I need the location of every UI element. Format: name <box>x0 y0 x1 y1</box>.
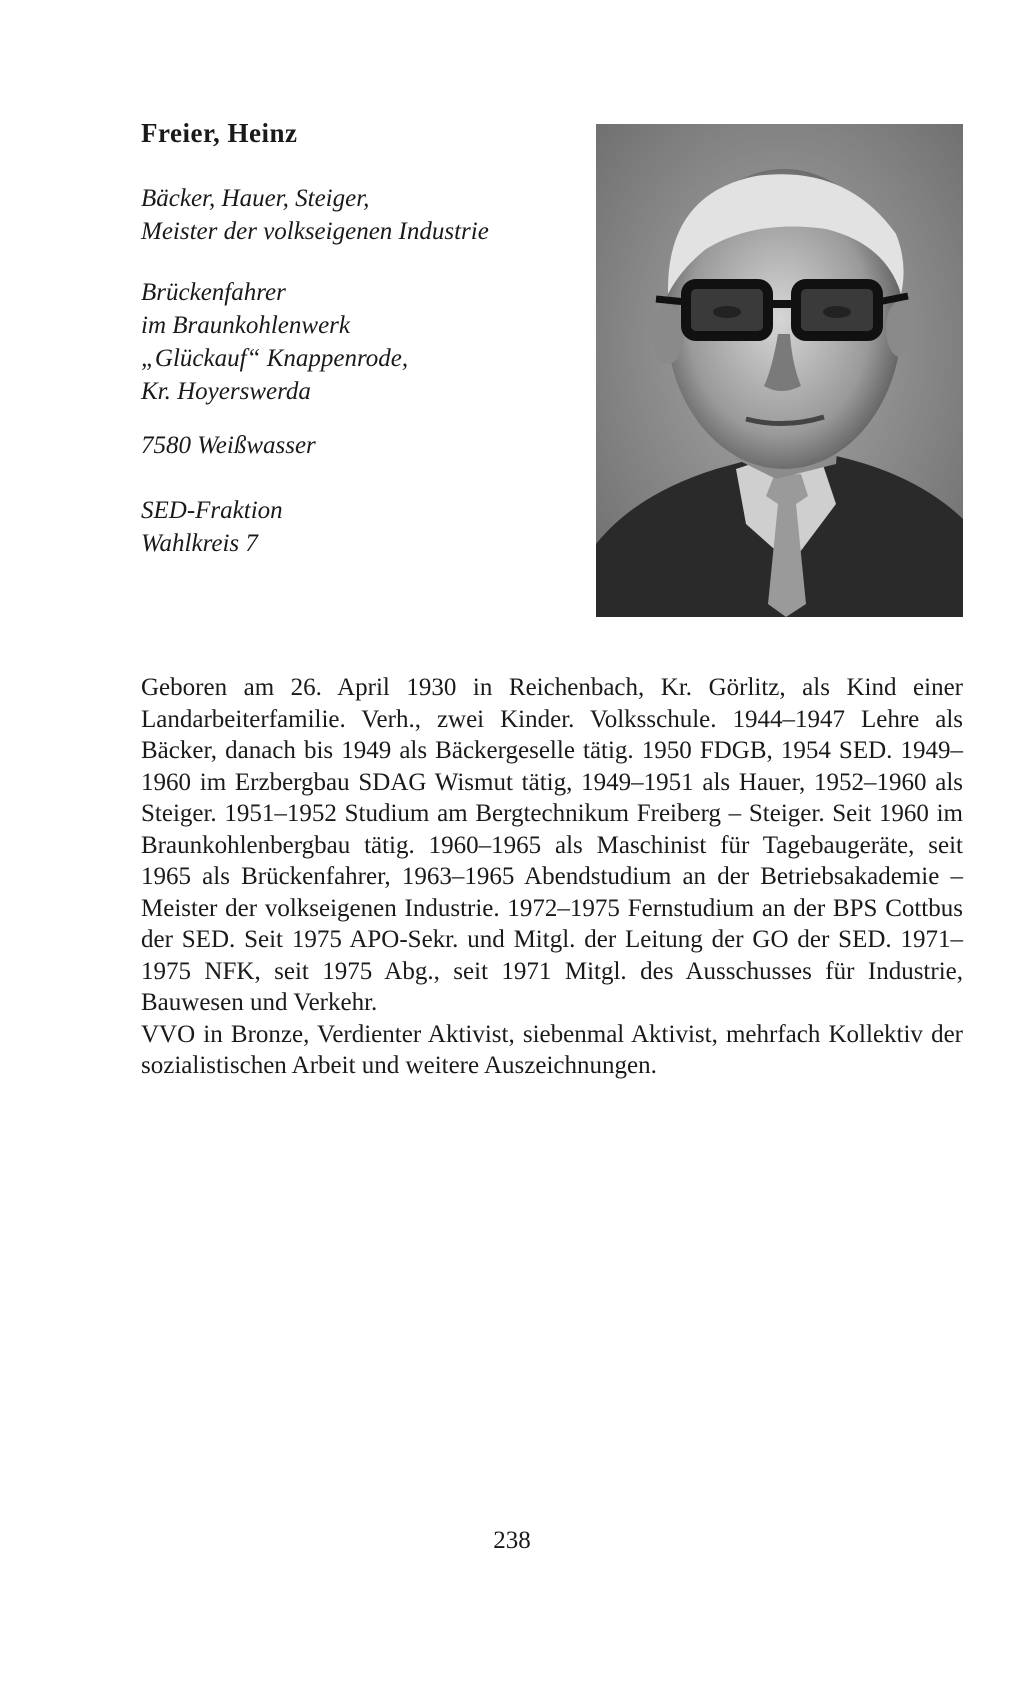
professions-block <box>141 182 489 248</box>
biography <box>141 672 963 1082</box>
position-line: im Braunkohlenwerk <box>141 312 350 339</box>
city-block <box>141 429 316 462</box>
entry-name: Freier, Heinz <box>141 118 298 148</box>
page-number: 238 <box>493 1527 531 1554</box>
fraction-line: SED-Fraktion <box>141 497 283 524</box>
profession-line: Bäcker, Hauer, Steiger, <box>141 185 370 212</box>
position-line: „Glückauf“ Knappenrode, <box>141 345 409 372</box>
position-line: Brückenfahrer <box>141 279 286 306</box>
profession-line: Meister der volkseigenen Industrie <box>141 218 489 245</box>
biography-paragraph: Geboren am 26. April 1930 in Reichenbach, Kr. Görlitz, als Kind einer Landarbeiterfamilie. Verh., zwei Kinder. Volksschule. 1944–1947 Lehre als Bäcker, danach bis 1949 als Bäckergeselle tätig. 1950 FDGB, 1954 SED. 1949–1960 im Erzbergbau SDAG Wismut tätig, 1949–1951 als Hauer, 1952–1960 als Steiger. 1951–1952 Studium am Bergtechnikum Freiberg – Steiger. Seit 1960 im Braunkohlenbergbau tätig. 1960–1965 als Maschinist für Tagebaugeräte, seit 1965 als Brückenfahrer, 1963–1965 Abendstudium an der Betriebsakademie – Meister der volkseigenen Industrie. 1972–1975 Fernstudium an der BPS Cottbus der SED. Seit 1975 APO-Sekr. und Mitgl. der Leitung der GO der SED. 1971–1975 NFK, seit 1975 Abg., seit 1971 Mitgl. des Ausschusses für Industrie, Bauwesen und Verkehr. <box>141 674 963 1016</box>
fraction-block <box>141 494 283 560</box>
portrait-photo <box>596 124 963 617</box>
city-line: 7580 Weißwasser <box>141 432 316 459</box>
position-block <box>141 276 408 408</box>
constituency-line: Wahlkreis 7 <box>141 530 258 557</box>
position-line: Kr. Hoyerswerda <box>141 378 311 405</box>
awards-paragraph: VVO in Bronze, Verdienter Aktivist, siebenmal Aktivist, mehrfach Kollektiv der sozialistischen Arbeit und weitere Auszeichnungen. <box>141 1020 963 1079</box>
